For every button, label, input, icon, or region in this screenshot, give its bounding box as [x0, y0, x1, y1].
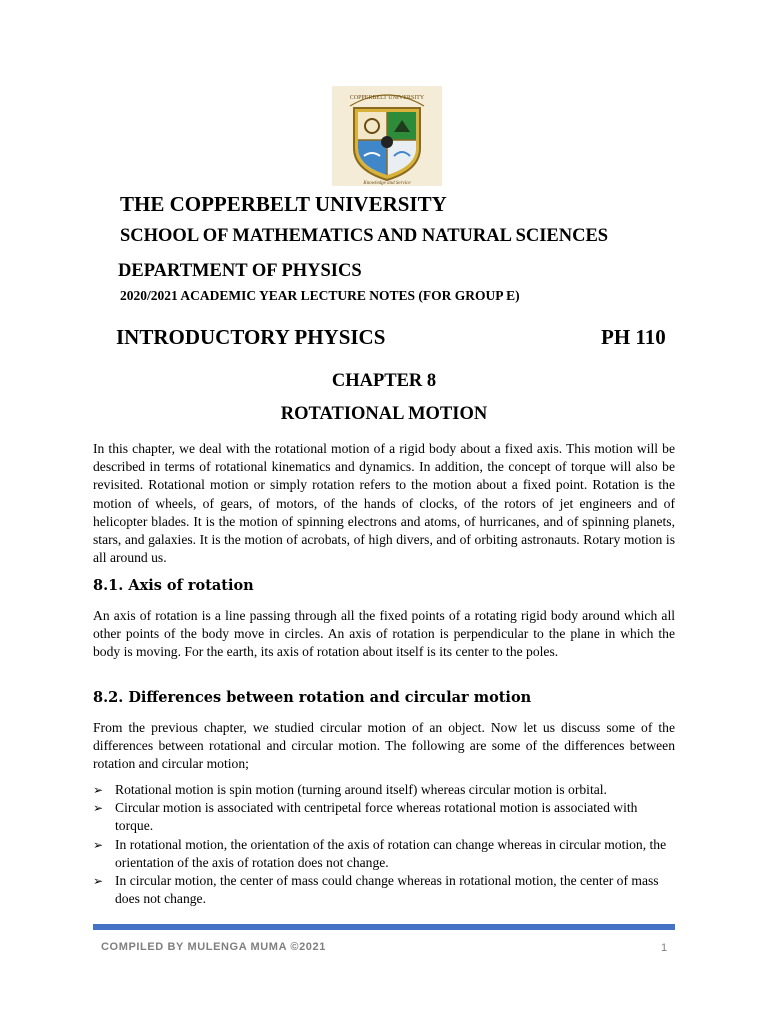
list-item-text: Circular motion is associated with centripetal force whereas rotational motion is associated with torque. — [115, 800, 638, 834]
list-item — [93, 872, 675, 908]
university-crest-logo — [332, 86, 442, 186]
axis-paragraph: An axis of rotation is a line passing through all the fixed points of a rotating rigid body around which all other points of the body move in circles. An axis of rotation is perpendicular to the plane in which the body is moving. For the earth, its axis of rotation about itself is its center to the poles. — [93, 608, 675, 660]
logo-motto: Knowledge and Service — [363, 181, 411, 186]
intro-paragraph: In this chapter, we deal with the rotational motion of a rigid body about a fixed axis. This motion will be described in terms of rotational kinematics and dynamics. In addition, the concept of torque will also be revisited. Rotational motion or simply rotation refers to the motion about a fixed point. Rotation is the motion of wheels, of gears, of motors, of the hands of clocks, of the rotors of jet engineers and of helicopter blades. It is the motion of spinning electrons and atoms, of hurricanes, and of spinning planets, stars, and galaxies. It is the motion of acrobats, of high divers, and of orbiting astronauts. Rotary motion is all around us. — [93, 441, 675, 566]
course-name: INTRODUCTORY PHYSICS — [116, 325, 386, 349]
school-name: SCHOOL OF MATHEMATICS AND NATURAL SCIENCES — [120, 226, 609, 246]
list-item-text: In circular motion, the center of mass could change whereas in rotational motion, the center of mass does not change. — [115, 873, 659, 907]
arrow-bullet-icon: ➢ — [93, 801, 104, 816]
list-item — [93, 836, 675, 872]
differences-list — [93, 781, 675, 908]
course-code: PH 110 — [601, 325, 666, 349]
logo-ring-text: COPPERBELT UNIVERSITY — [349, 95, 425, 101]
chapter-number: CHAPTER 8 — [331, 371, 437, 391]
department-name: DEPARTMENT OF PHYSICS — [118, 261, 362, 281]
arrow-bullet-icon: ➢ — [93, 837, 104, 852]
arrow-bullet-icon: ➢ — [93, 874, 104, 889]
university-name: THE COPPERBELT UNIVERSITY — [120, 192, 447, 216]
page-number: 1 — [661, 942, 668, 954]
arrow-bullet-icon: ➢ — [93, 783, 104, 797]
list-item-text: In rotational motion, the orientation of the axis of rotation can change whereas in circular motion, the orientation of the axis of rotation does not change. — [115, 836, 667, 870]
list-item-text: Rotational motion is spin motion (turning around itself) whereas circular motion is orbital. — [115, 782, 607, 797]
section-heading-differences: 8.2. Differences between rotation and circular motion — [93, 689, 532, 706]
section-heading-axis: 8.1. Axis of rotation — [93, 577, 254, 594]
footer-divider — [93, 924, 675, 930]
list-item — [93, 799, 675, 835]
chapter-title: ROTATIONAL MOTION — [280, 404, 488, 424]
footer-credit: COMPILED BY MULENGA MUMA ©2021 — [101, 941, 326, 953]
academic-year-line: 2020/2021 ACADEMIC YEAR LECTURE NOTES (FOR GROUP E) — [120, 288, 520, 303]
differences-paragraph: From the previous chapter, we studied circular motion of an object. Now let us discuss some of the differences between rotational and circular motion. The following are some of the differences between rotation and circular motion; — [93, 720, 675, 772]
list-item — [93, 781, 675, 799]
